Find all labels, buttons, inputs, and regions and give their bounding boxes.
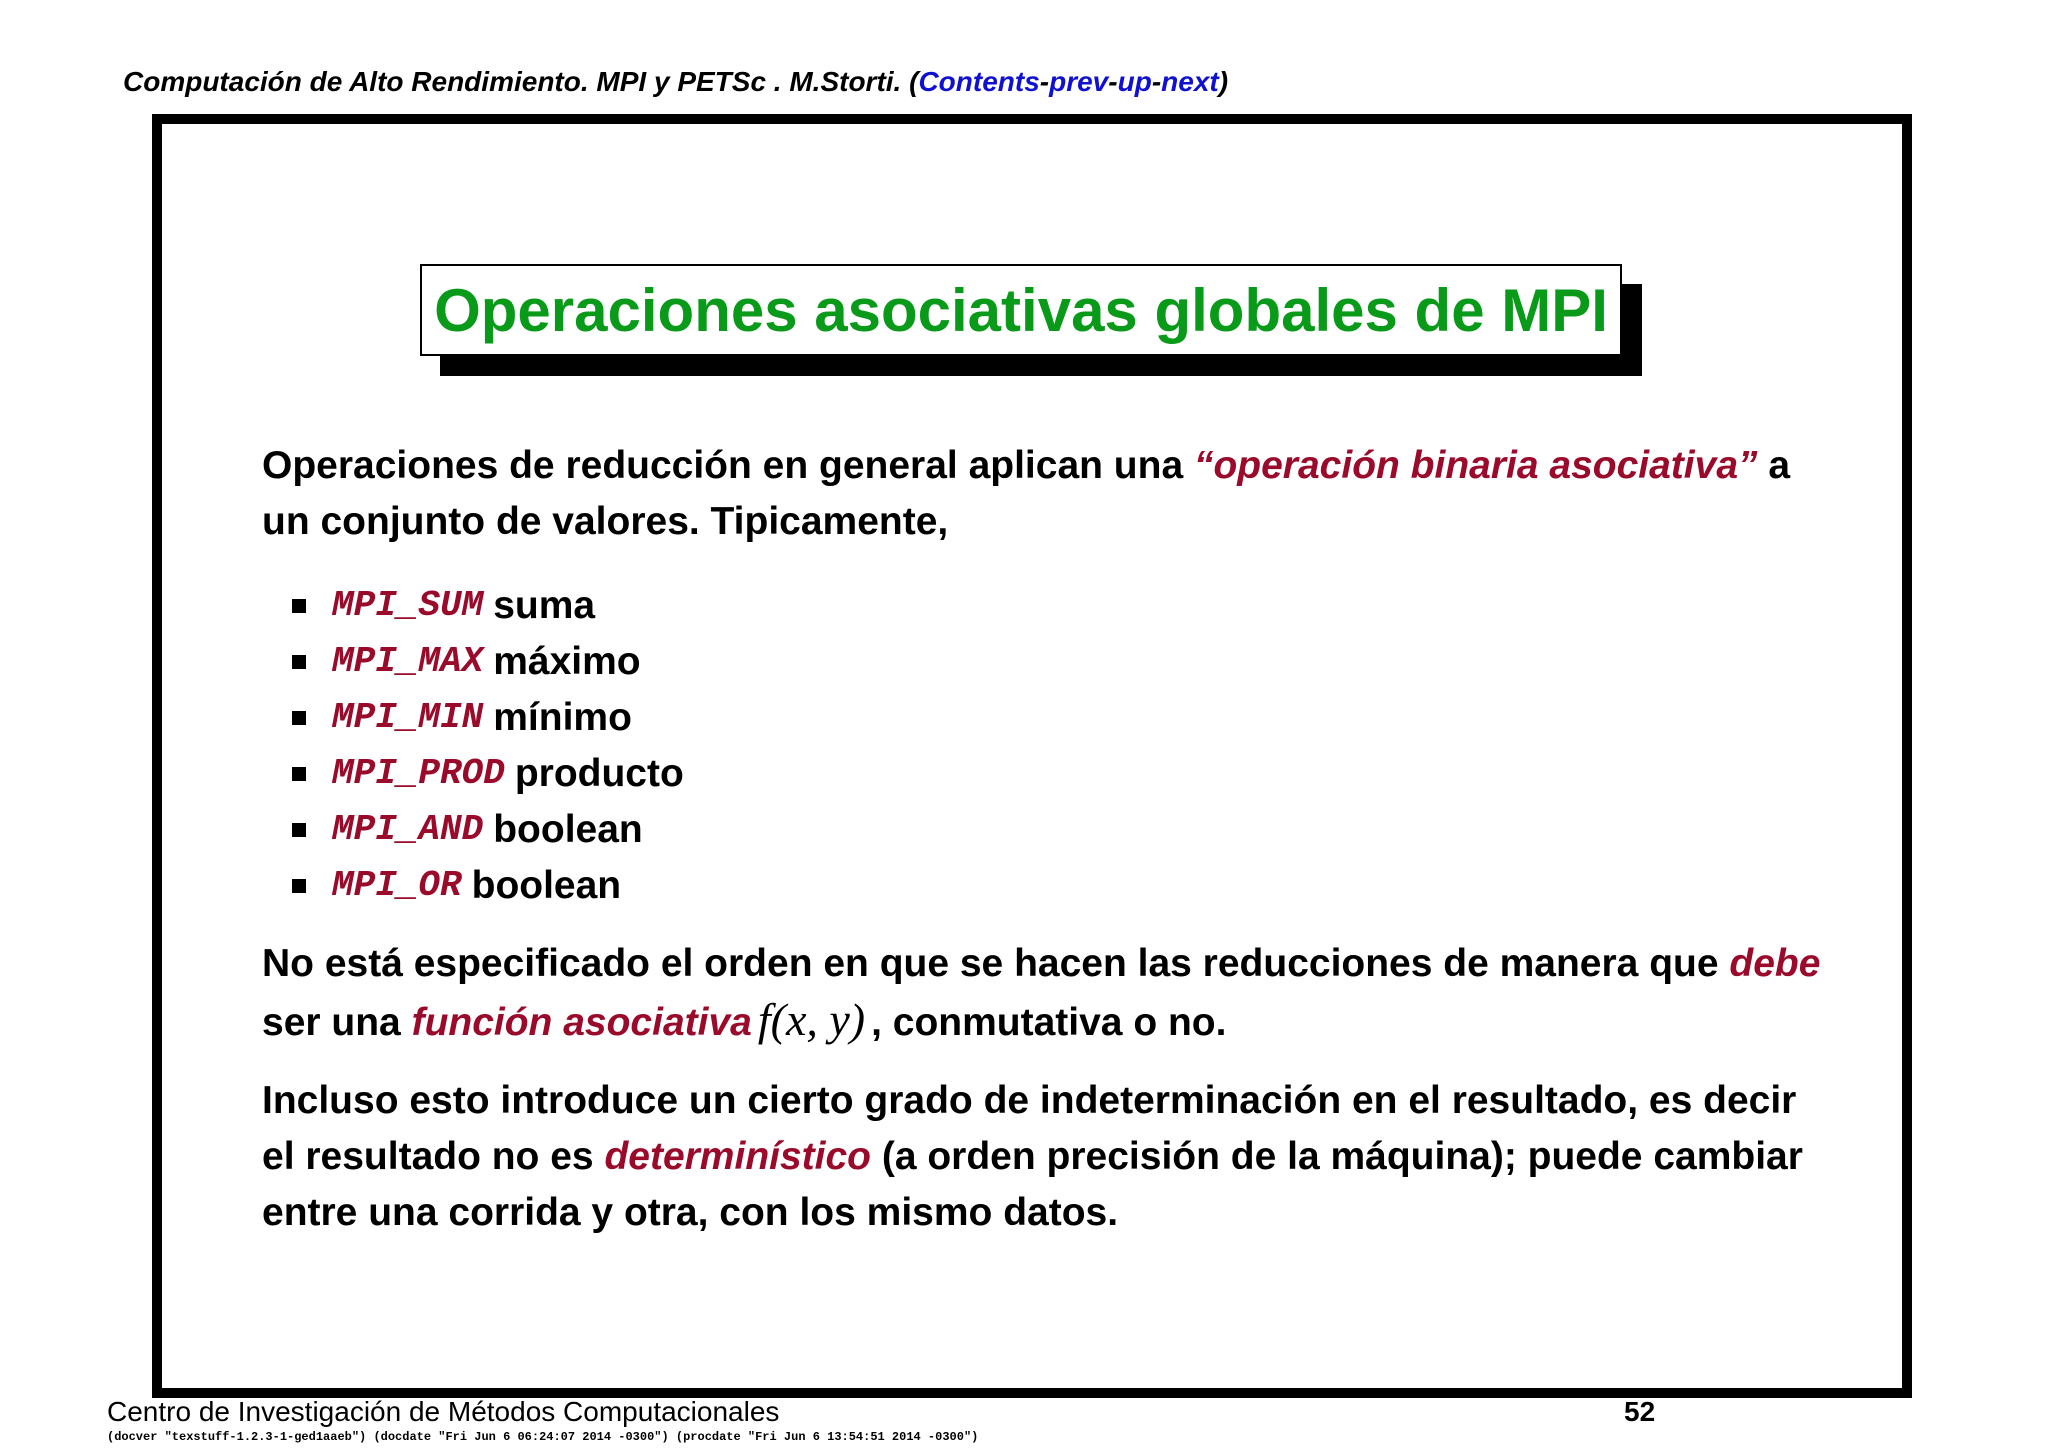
title-box [420,264,1622,356]
op-desc: suma [493,584,596,627]
link-up[interactable]: up [1117,66,1152,97]
footer-institution: Centro de Investigación de Métodos Computacionales [107,1396,780,1427]
intro-text-end: a un conjunto de valores. Tipicamente, [262,444,1791,543]
order-text-end: , conmutativa o no. [871,1001,1227,1044]
nav-separator: - [1039,66,1050,97]
link-next[interactable]: next [1161,66,1219,97]
op-desc: mínimo [493,696,632,739]
bullet-square-icon [292,711,306,725]
bullet-square-icon [292,767,306,781]
indeterminacy-text-end: (a orden precisión de la máquina); puede cambiar entre una corrida y otra, con los mismo datos. [262,1135,1803,1234]
order-paragraph [262,936,1822,1051]
op-code: MPI_SUM [332,585,484,626]
link-prev[interactable]: prev [1049,66,1109,97]
slide-content [262,438,1822,1241]
op-desc: boolean [493,808,643,851]
op-code: MPI_MAX [332,641,484,682]
nav-separator: - [1151,66,1162,97]
op-code: MPI_OR [332,865,462,906]
emphasis-deterministico: determinístico [604,1135,872,1178]
op-desc: máximo [493,640,641,683]
list-item [292,634,1822,690]
order-text-mid: ser una [262,1001,412,1044]
list-item [292,858,1822,914]
indeterminacy-paragraph [262,1073,1822,1241]
op-code: MPI_MIN [332,697,484,738]
bullet-square-icon [292,655,306,669]
list-item [292,802,1822,858]
intro-emphasis: “operación binaria asociativa” [1193,444,1758,487]
intro-paragraph [262,438,1822,550]
list-item [292,578,1822,634]
emphasis-debe: debe [1729,942,1821,985]
list-item [292,690,1822,746]
bullet-square-icon [292,879,306,893]
link-contents[interactable]: Contents [918,66,1040,97]
page-number: 52 [1624,1396,1656,1427]
footer-metadata: (docver "texstuff-1.2.3-1-ged1aaeb") (docdate "Fri Jun 6 06:24:07 2014 -0300") (procdate "Fri Jun 6 13:54:51 2014 -0300") [107,1430,979,1444]
op-desc: boolean [471,864,622,907]
nav-separator: - [1108,66,1118,97]
operations-list [292,578,1822,914]
list-item [292,746,1822,802]
op-desc: producto [514,752,684,795]
op-code: MPI_PROD [332,753,505,794]
order-text: No está especificado el orden en que se hacen las reducciones de manera que [262,942,1730,985]
intro-text: Operaciones de reducción en general aplican una [262,444,1194,487]
running-header [123,66,1228,98]
bullet-square-icon [292,823,306,837]
header-close-paren: ) [1218,66,1229,97]
header-title: Computación de Alto Rendimiento. MPI y PETSc . M.Storti. ( [123,66,919,97]
indeterminacy-text: Incluso esto introduce un cierto grado de indeterminación en el resultado, es decir el resultado no es [262,1079,1797,1178]
op-code: MPI_AND [332,809,484,850]
math-expression: f(x, y) [757,994,866,1045]
emphasis-funcion-asociativa: función asociativa [411,1001,752,1044]
bullet-square-icon [292,599,306,613]
slide-title: Operaciones asociativas globales de MPI [434,276,1608,344]
